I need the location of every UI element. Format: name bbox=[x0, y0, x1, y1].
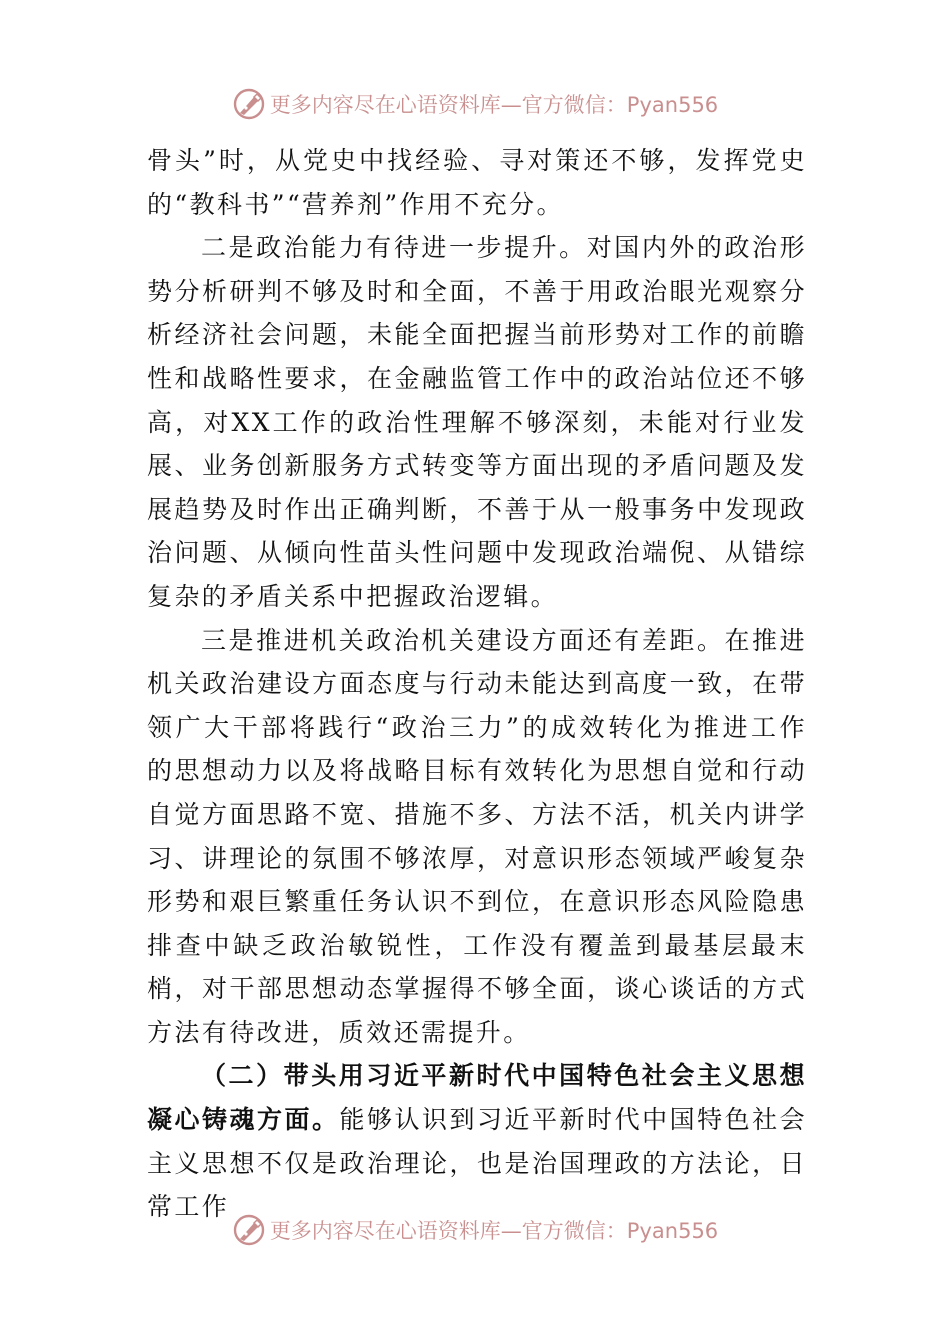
paragraph-section-two bbox=[147, 1054, 807, 1228]
footer-watermark-banner bbox=[0, 1210, 950, 1250]
pen-nib-logo-icon bbox=[232, 1213, 266, 1247]
paragraph-political-ability: 二是政治能力有待进一步提升。对国内外的政治形势分析研判不够及时和全面，不善于用政治眼光观察分析经济社会问题，未能全面把握当前形势对工作的前瞻性和战略性要求，在金融监管工作中的政治站位还不够高，对XX工作的政治性理解不够深刻，未能对行业发展、业务创新服务方式转变等方面出现的矛盾问题及发展趋势及时作出正确判断，不善于从一般事务中发现政治问题、从倾向性苗头性问题中发现政治端倪、从错综复杂的矛盾关系中把握政治逻辑。 bbox=[147, 233, 807, 611]
footer-watermark-text: 更多内容尽在心语资料库—官方微信：Pyan556 bbox=[269, 1219, 719, 1243]
header-watermark-banner bbox=[0, 84, 950, 124]
section-body-text: 能够认识到习近平新时代中国特色社会主义思想不仅是政治理论，也是治国理政的方法论，日常工作 bbox=[147, 1105, 807, 1222]
pen-nib-logo-icon bbox=[232, 87, 266, 121]
paragraph-organ-construction: 三是推进机关政治机关建设方面还有差距。在推进机关政治建设方面态度与行动未能达到高度一致，在带领广大干部将践行“政治三力”的成效转化为推进工作的思想动力以及将战略目标有效转化为思想自觉和行动自觉方面思路不宽、措施不多、方法不活，机关内讲学习、讲理论的氛围不够浓厚，对意识形态领域严峻复杂形势和艰巨繁重任务认识不到位，在意识形态风险隐患排查中缺乏政治敏锐性，工作没有覆盖到最基层最末梢，对干部思想动态掌握得不够全面，谈心谈话的方式方法有待改进，质效还需提升。 bbox=[147, 625, 807, 1047]
paragraph-continuation: 骨头”时，从党史中找经验、寻对策还不够，发挥党史的“教科书”“营养剂”作用不充分。 bbox=[147, 146, 807, 219]
header-watermark-text: 更多内容尽在心语资料库—官方微信：Pyan556 bbox=[269, 93, 719, 117]
document-body bbox=[147, 139, 807, 1229]
section-heading: （二）带头用习近平新时代中国特色社会主义思想凝心铸魂方面。 bbox=[147, 1061, 807, 1135]
